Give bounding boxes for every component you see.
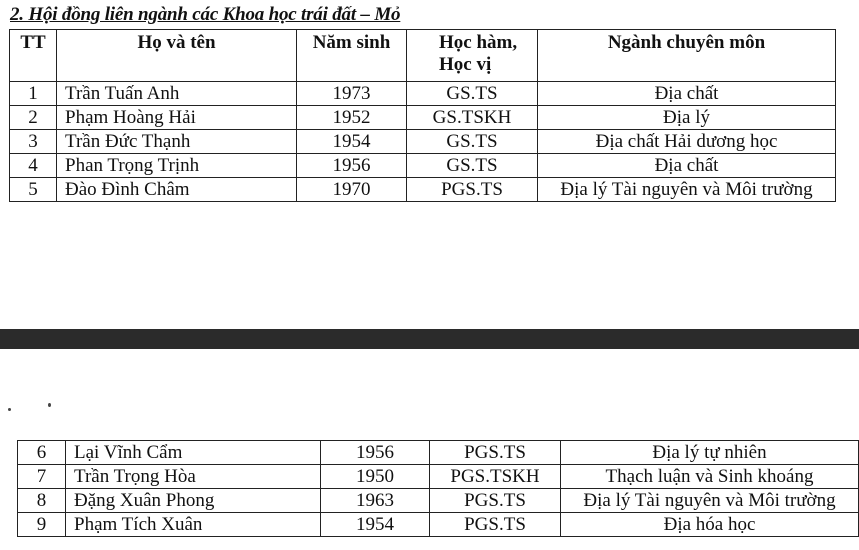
cell-tt: 3 (10, 130, 57, 154)
cell-tt: 1 (10, 82, 57, 106)
cell-field: Địa lý (538, 106, 836, 130)
cell-year: 1950 (321, 465, 430, 489)
cell-field: Địa chất Hải dương học (538, 130, 836, 154)
col-header-year: Năm sinh (297, 30, 407, 82)
cell-tt: 6 (18, 441, 66, 465)
cell-field: Địa lý Tài nguyên và Môi trường (538, 178, 836, 202)
cell-tt: 2 (10, 106, 57, 130)
cell-name: Đặng Xuân Phong (66, 489, 321, 513)
cell-tt: 7 (18, 465, 66, 489)
cell-tt: 4 (10, 154, 57, 178)
scan-speck (8, 408, 11, 411)
section-heading: 2. Hội đồng liên ngành các Khoa học trái đất – Mỏ (10, 4, 401, 25)
cell-name: Phạm Hoàng Hải (57, 106, 297, 130)
cell-degree: GS.TSKH (407, 106, 538, 130)
table-row (18, 441, 859, 465)
cell-name: Phạm Tích Xuân (66, 513, 321, 537)
header-row (10, 30, 836, 82)
cell-field: Thạch luận và Sinh khoáng (561, 465, 859, 489)
cell-year: 1954 (321, 513, 430, 537)
council-table-bottom (17, 440, 859, 537)
cell-field: Địa hóa học (561, 513, 859, 537)
col-header-degree-line2: Học vị (439, 54, 492, 75)
cell-degree: PGS.TS (407, 178, 538, 202)
cell-degree: GS.TS (407, 82, 538, 106)
col-header-tt: TT (10, 30, 57, 82)
cell-tt: 8 (18, 489, 66, 513)
table-row (18, 513, 859, 537)
table-row (18, 465, 859, 489)
cell-name: Trần Trọng Hòa (66, 465, 321, 489)
table-row (18, 489, 859, 513)
cell-field: Địa lý tự nhiên (561, 441, 859, 465)
cell-degree: GS.TS (407, 154, 538, 178)
cell-degree: PGS.TS (430, 441, 561, 465)
cell-year: 1952 (297, 106, 407, 130)
col-header-name: Họ và tên (57, 30, 297, 82)
cell-degree: PGS.TS (430, 513, 561, 537)
cell-name: Đào Đình Châm (57, 178, 297, 202)
cell-name: Phan Trọng Trịnh (57, 154, 297, 178)
table-row (10, 154, 836, 178)
cell-tt: 9 (18, 513, 66, 537)
cell-year: 1973 (297, 82, 407, 106)
table-row (10, 178, 836, 202)
cell-year: 1956 (321, 441, 430, 465)
cell-year: 1963 (321, 489, 430, 513)
table-row (10, 130, 836, 154)
cell-field: Địa lý Tài nguyên và Môi trường (561, 489, 859, 513)
col-header-field: Ngành chuyên môn (538, 30, 836, 82)
cell-degree: PGS.TSKH (430, 465, 561, 489)
table-row (10, 106, 836, 130)
cell-tt: 5 (10, 178, 57, 202)
table-row (10, 82, 836, 106)
cell-name: Trần Đức Thạnh (57, 130, 297, 154)
council-table-top (9, 29, 836, 202)
scan-speck (48, 403, 51, 407)
cell-year: 1954 (297, 130, 407, 154)
cell-year: 1956 (297, 154, 407, 178)
cell-year: 1970 (297, 178, 407, 202)
cell-degree: GS.TS (407, 130, 538, 154)
cell-field: Địa chất (538, 82, 836, 106)
cell-field: Địa chất (538, 154, 836, 178)
col-header-degree-line1: Học hàm, (439, 32, 518, 53)
col-header-degree (407, 30, 538, 82)
cell-degree: PGS.TS (430, 489, 561, 513)
page-separator-band (0, 329, 859, 349)
cell-name: Trần Tuấn Anh (57, 82, 297, 106)
cell-name: Lại Vĩnh Cẩm (66, 441, 321, 465)
